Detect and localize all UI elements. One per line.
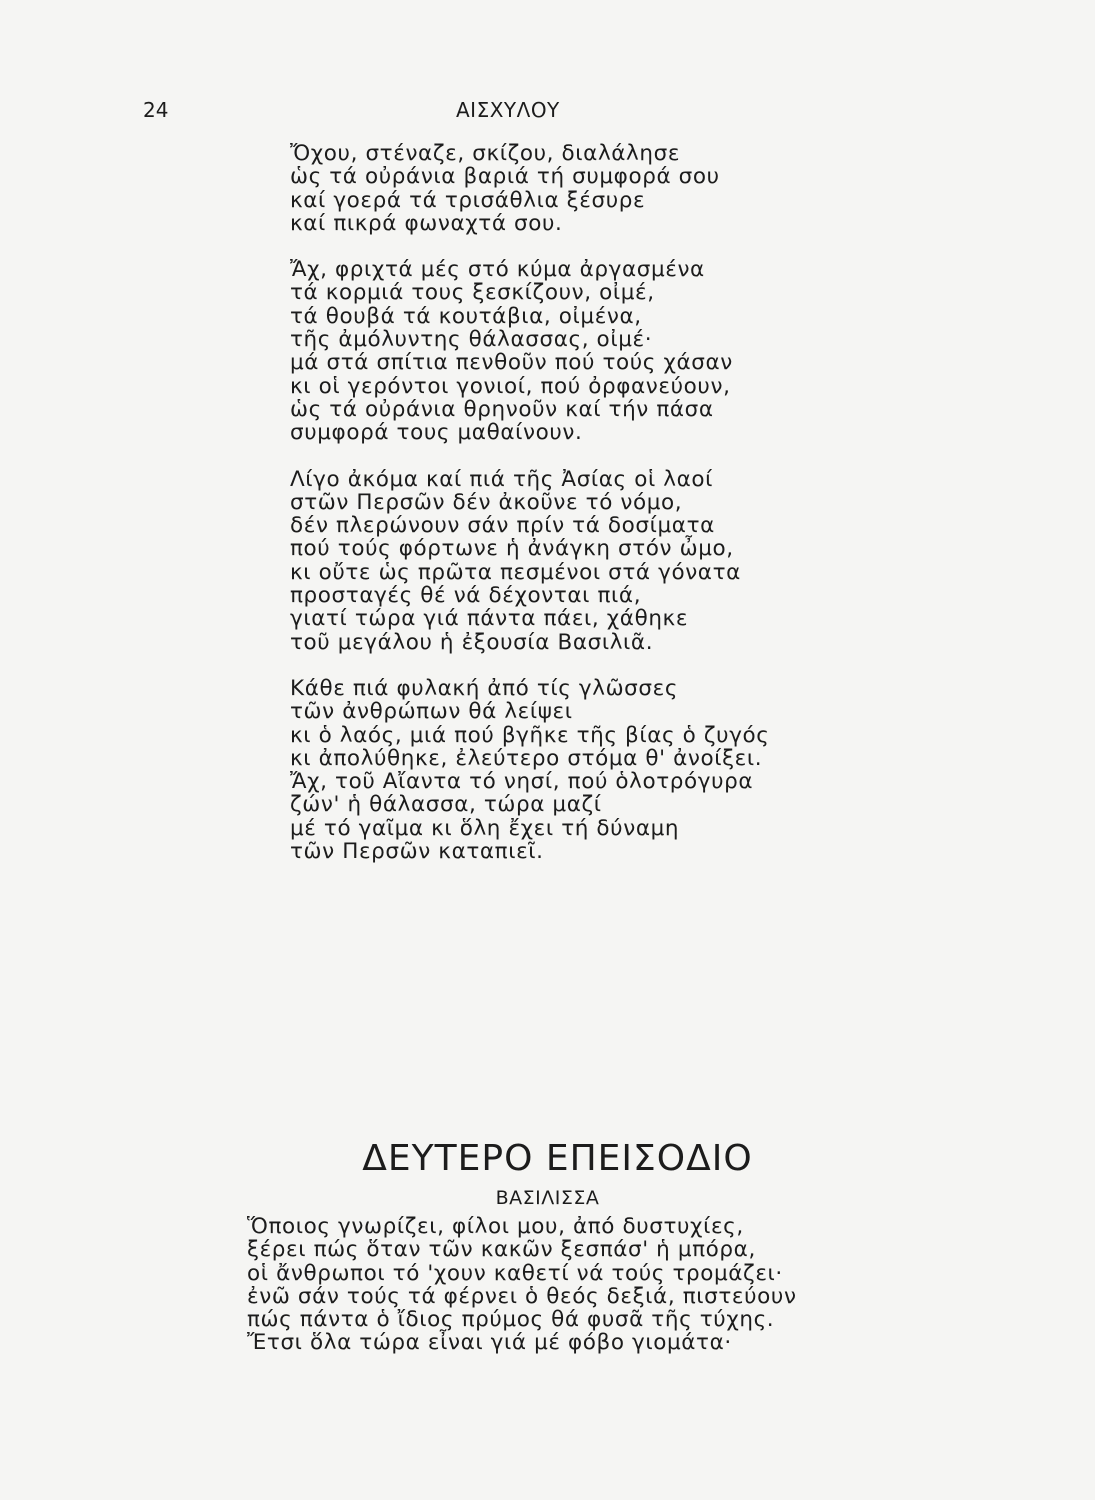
verse-line: ζών' ἡ θάλασσα, τώρα μαζί <box>290 792 602 818</box>
verse-line: μά στά σπίτια πενθοῦν πού τούς χάσαν <box>290 350 733 376</box>
verse-line: δέν πλερώνουν σάν πρίν τά δοσίματα <box>290 513 715 539</box>
verse-line: συμφορά τους μαθαίνουν. <box>290 420 583 446</box>
verse-line: κι οὔτε ὡς πρῶτα πεσμένοι στά γόνατα <box>290 559 741 585</box>
verse-line: ὡς τά οὐράνια βαριά τή συμφορά σου <box>290 164 720 190</box>
verse-line: τῶν Περσῶν καταπιεῖ. <box>290 839 544 865</box>
page-number: 24 <box>143 98 169 122</box>
verse-line: κι οἱ γερόντοι γονιοί, πού ὀρφανεύουν, <box>290 373 731 399</box>
speech-line: Ἔτσι ὅλα τώρα εἶναι γιά μέ φόβο γιομάτα· <box>247 1330 732 1356</box>
episode-heading: ΔΕΥΤΕΡΟ ΕΠΕΙΣΟΔΙΟ <box>362 1138 753 1179</box>
verse-line: Ὄχου, στέναζε, σκίζου, διαλάλησε <box>290 141 681 166</box>
speech-line: οἱ ἄνθρωποι τό 'χουν καθετί νά τούς τρομάζει· <box>247 1260 783 1286</box>
stanza <box>290 258 770 444</box>
verse-line: γιατί τώρα γιά πάντα πάει, χάθηκε <box>290 606 689 632</box>
choral-ode <box>290 142 770 886</box>
stanza <box>290 677 770 863</box>
verse-line: ὡς τά οὐράνια θρηνοῦν καί τήν πάσα <box>290 396 714 422</box>
verse-line: Ἄχ, φριχτά μές στό κύμα ἀργασμένα <box>290 257 705 283</box>
verse-line: τῶν ἀνθρώπων θά λείψει <box>290 699 573 725</box>
verse-line: τά θουβά τά κουτάβια, οἰμένα, <box>290 303 642 329</box>
verse-line: στῶν Περσῶν δέν ἀκοῦνε τό νόμο, <box>290 489 683 515</box>
stanza <box>290 142 770 235</box>
running-title: ΑΙΣΧΥΛΟΥ <box>456 98 560 122</box>
speech-line: ἐνῶ σάν τούς τά φέρνει ὁ θεός δεξιά, πιστεύουν <box>247 1283 797 1309</box>
verse-line: προσταγές θέ νά δέχονται πιά, <box>290 583 642 609</box>
verse-line: πού τούς φόρτωνε ἡ ἀνάγκη στόν ὦμο, <box>290 536 734 562</box>
verse-line: Λίγο ἀκόμα καί πιά τῆς Ἀσίας οἱ λαοί <box>290 466 714 492</box>
speaker-name: ΒΑΣΙΛΙΣΣΑ <box>495 1187 600 1209</box>
verse-line: Ἄχ, τοῦ Αἴαντα τό νησί, πού ὁλοτρόγυρα <box>290 769 754 795</box>
verse-line: μέ τό γαῖμα κι ὅλη ἔχει τή δύναμη <box>290 815 680 841</box>
verse-line: τά κορμιά τους ξεσκίζουν, οἰμέ, <box>290 280 655 306</box>
verse-line: τοῦ μεγάλου ἡ ἐξουσία Βασιλιᾶ. <box>290 629 654 655</box>
speech-line: πώς πάντα ὁ ἴδιος πρύμος θά φυσᾶ τῆς τύχης. <box>247 1307 775 1333</box>
verse-line: καί γοερά τά τρισάθλια ξέσυρε <box>290 187 646 213</box>
verse-line: κι ἀπολύθηκε, ἐλεύτερο στόμα θ' ἀνοίξει. <box>290 745 763 771</box>
verse-line: κι ὁ λαός, μιά πού βγῆκε τῆς βίας ὁ ζυγός <box>290 722 770 748</box>
verse-line: Κάθε πιά φυλακή ἀπό τίς γλῶσσες <box>290 675 679 701</box>
speech-line: ξέρει πώς ὅταν τῶν κακῶν ξεσπάσ' ἡ μπόρα, <box>247 1237 756 1263</box>
speech-line: Ὅποιος γνωρίζει, φίλοι μου, ἀπό δυστυχίες, <box>247 1214 744 1239</box>
verse-line: καί πικρά φωναχτά σου. <box>290 210 563 236</box>
speech-block <box>247 1215 797 1355</box>
verse-line: τῆς ἀμόλυντης θάλασσας, οἰμέ· <box>290 327 653 353</box>
stanza <box>290 468 770 654</box>
